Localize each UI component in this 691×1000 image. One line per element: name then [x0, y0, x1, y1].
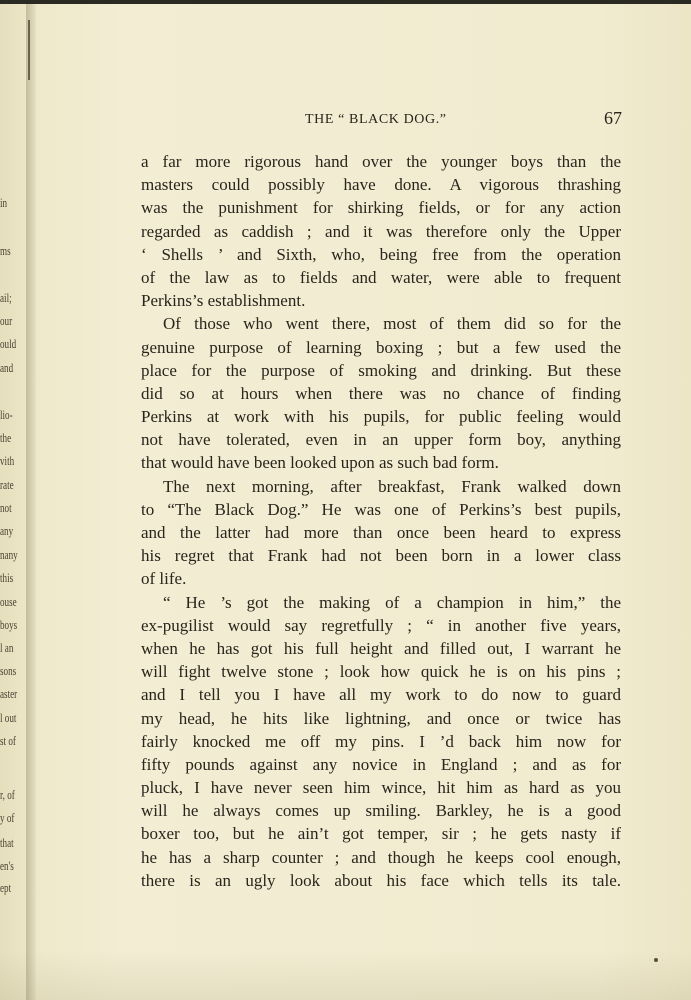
text-line: masters could possibly have done. A vigorous thrashing	[141, 175, 621, 195]
bleed-fragment: vith	[0, 453, 15, 468]
text-line: will he always comes up smiling. Barkley, he is a good	[141, 801, 621, 821]
text-line: fifty pounds against any novice in England ; and as for	[141, 754, 621, 774]
text-line: pluck, I have never seen him wince, hit him as hard as you	[141, 778, 621, 798]
bleed-fragment: st of	[0, 733, 16, 748]
bleed-fragment: our	[0, 313, 13, 328]
text-line: ‘ Shells ’ and Sixth, who, being free from the operation	[141, 244, 621, 264]
text-line: will fight twelve stone ; look how quick he is on his pins ;	[141, 662, 621, 682]
text-line: fairly knocked me off my pins. I ’d back him now for	[141, 731, 621, 751]
bleed-fragment: and	[0, 360, 14, 375]
bleed-fragment: ouse	[0, 594, 17, 609]
bleed-fragment: nany	[0, 547, 18, 562]
bleed-fragment: ould	[0, 336, 17, 351]
text-line: regarded as caddish ; and it was therefore only the Upper	[141, 221, 621, 241]
bleed-fragment: ms	[0, 243, 11, 258]
text-line: there is an ugly look about his face which tells its tale.	[141, 870, 621, 890]
text-line: The next morning, after breakfast, Frank walked down	[163, 476, 621, 496]
text-line: that would have been looked upon as such bad form.	[141, 453, 499, 473]
bleed-fragment: sons	[0, 663, 17, 678]
bleed-fragment: y of	[0, 810, 15, 825]
gutter-mark	[28, 20, 30, 80]
ink-speck	[654, 958, 658, 962]
bleed-fragment: in	[0, 195, 8, 210]
page-number: 67	[604, 108, 622, 128]
running-head: THE “ BLACK DOG.”	[305, 112, 447, 127]
bleed-fragment: l an	[0, 640, 14, 655]
bleed-fragment: ept	[0, 880, 12, 895]
bleed-fragment: the	[0, 430, 12, 445]
text-line: a far more rigorous hand over the younger boys than the	[141, 152, 621, 171]
text-line: place for the purpose of smoking and drinking. But these	[141, 360, 621, 380]
text-line: did so at hours when there was no chance of finding	[141, 383, 621, 403]
bleed-fragment: r, of	[0, 787, 15, 802]
bleed-fragment: that	[0, 835, 14, 850]
bleed-fragment: not	[0, 500, 12, 515]
text-line: “ He ’s got the making of a champion in him,” the	[163, 592, 621, 612]
text-line: and the latter had more than once been heard to express	[141, 523, 621, 542]
page-gutter	[26, 4, 36, 1000]
bleed-fragment: l out	[0, 710, 17, 725]
bleed-fragment: rate	[0, 477, 14, 492]
text-line: was the punishment for shirking fields, or for any action	[141, 198, 621, 218]
text-line: Perkins’s establishment.	[141, 291, 306, 311]
bleed-fragment: aster	[0, 686, 18, 701]
page-top-edge	[0, 0, 691, 4]
bleed-fragment: this	[0, 570, 14, 585]
text-line: ex-pugilist would say regretfully ; “ in another five years,	[141, 615, 621, 635]
text-line: genuine purpose of learning boxing ; but a few used the	[141, 337, 621, 357]
text-line: Perkins at work with his pupils, for public feeling would	[141, 407, 621, 427]
bleed-fragment: boys	[0, 617, 18, 632]
text-line: to “The Black Dog.” He was one of Perkins’s best pupils,	[141, 499, 621, 519]
text-line: of the law as to fields and water, were able to frequent	[141, 267, 621, 287]
body-text	[141, 150, 621, 892]
text-line: when he has got his full height and filled out, I warrant he	[141, 638, 621, 658]
text-line: boxer too, but he ain’t got temper, sir ; he gets nasty if	[141, 824, 621, 844]
text-line: of life.	[141, 569, 187, 589]
text-line: my head, he hits like lightning, and once or twice has	[141, 708, 621, 728]
facing-page-bleed	[0, 0, 20, 1000]
bleed-fragment: lio-	[0, 407, 13, 422]
text-line: he has a sharp counter ; and though he keeps cool enough,	[141, 847, 621, 867]
text-line: Of those who went there, most of them did so for the	[163, 314, 621, 334]
bleed-fragment: ail;	[0, 290, 12, 305]
bleed-fragment: en's	[0, 858, 14, 873]
text-line: his regret that Frank had not been born in a lower class	[141, 546, 621, 566]
bleed-fragment: any	[0, 523, 14, 538]
text-line: not have tolerated, even in an upper form boy, anything	[141, 430, 621, 450]
page-header	[140, 108, 622, 132]
text-line: and I tell you I have all my work to do now to guard	[141, 685, 621, 705]
page-bottom-shade	[0, 950, 691, 1000]
